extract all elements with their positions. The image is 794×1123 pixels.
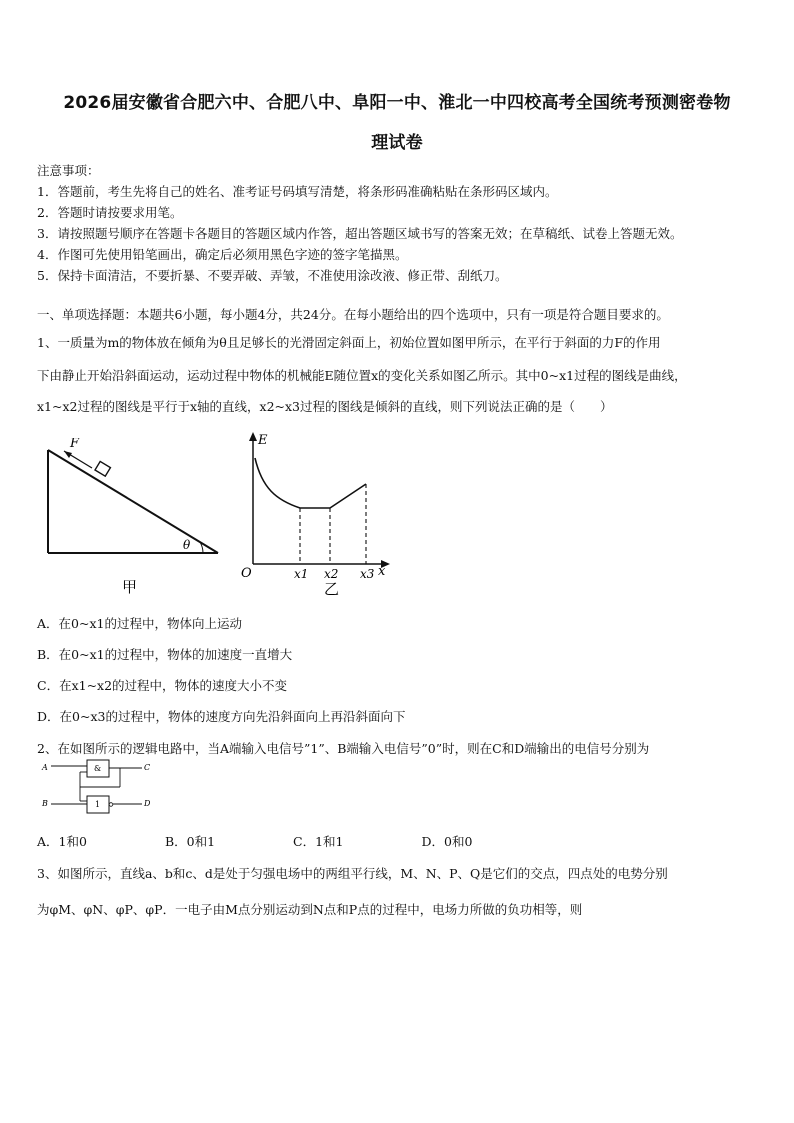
logic-circuit-figure [40,757,170,822]
tick-x1: x1 [294,567,309,581]
not-gate-symbol: 1 [95,800,101,809]
output-d-label: D [144,799,151,808]
force-label: F [70,438,80,451]
exam-title-line1: 2026届安徽省合肥六中、合肥八中、阜阳一中、淮北一中四校高考全国统考预测密卷物 [63,93,731,113]
note-item-4: 4．作图可先使用铅笔画出，确定后必须用黑色字迹的签字笔描黑。 [37,247,408,262]
input-a-label: A [42,763,48,772]
notes-heading: 注意事项： [37,163,100,178]
section-heading: 一、单项选择题：本题共6小题，每小题4分，共24分。在每小题给出的四个选项中，只有一项是符合题目要求的。 [37,307,669,322]
q1-option-b: B．在0~x1的过程中，物体的加速度一直增大 [37,647,293,662]
q1-stem-line2: 下由静止开始沿斜面运动，运动过程中物体的机械能E随位置x的变化关系如图乙所示。其中0~x1过程的图线是曲线， [37,368,687,383]
q1-option-a: A．在0~x1的过程中，物体向上运动 [37,616,242,631]
q2-option-d: D．0和0 [421,834,473,849]
figure-yi-caption: 乙 [324,580,340,598]
q1-option-c: C．在x1~x2的过程中，物体的速度大小不变 [37,678,288,693]
origin-label: O [241,566,252,581]
q2-option-c: C．1和1 [293,834,344,849]
angle-label: θ [183,538,191,552]
figure-jia-caption: 甲 [122,578,138,596]
q3-stem-line1: 3、如图所示，直线a、b和c、d是处于匀强电场中的两组平行线，M、N、P、Q是它们的交点，四点处的电势分别 [37,866,668,881]
q1-stem-line3: x1~x2过程的图线是平行于x轴的直线，x2~x3过程的图线是倾斜的直线，则下列说法正确的是（ ） [37,399,613,414]
tick-x3: x3 [360,567,375,581]
input-b-label: B [42,799,48,808]
y-axis-label: E [258,433,268,448]
q1-option-d: D．在0~x3的过程中，物体的速度方向先沿斜面向上再沿斜面向下 [37,709,406,724]
figure-jia-incline [40,438,230,598]
q2-options [37,832,472,850]
note-item-2: 2．答题时请按要求用笔。 [37,205,183,220]
exam-title-line2: 理试卷 [371,133,423,153]
note-item-5: 5．保持卡面清洁，不要折暴、不要弄破、弄皱，不准使用涂改液、修正带、刮纸刀。 [37,268,508,283]
q2-stem: 2、在如图所示的逻辑电路中，当A端输入电信号”1”、B端输入电信号”0”时，则在C和D端输出的电信号分别为 [37,741,650,756]
x-axis-label: x [378,564,386,579]
tick-x2: x2 [324,567,339,581]
and-gate-symbol: & [94,764,102,773]
figure-yi-graph [236,428,396,598]
note-item-1: 1．答题前，考生先将自己的姓名、准考证号码填写清楚，将条形码准确粘贴在条形码区域内。 [37,184,558,199]
q2-option-a: A．1和0 [37,834,87,849]
block-shape [95,461,110,476]
energy-curve [255,458,366,508]
note-item-3: 3．请按照题号顺序在答题卡各题目的答题区域内作答，超出答题区域书写的答案无效；在草稿纸、试卷上答题无效。 [37,226,683,241]
q2-option-b: B．0和1 [164,834,216,849]
q1-stem-line1: 1、一质量为m的物体放在倾角为θ且足够长的光滑固定斜面上，初始位置如图甲所示，在平行于斜面的力F的作用 [37,335,661,350]
output-c-label: C [144,763,151,772]
q3-stem-line2: 为φM、φN、φP、φP．一电子由M点分别运动到N点和P点的过程中，电场力所做的负功相等，则 [37,902,583,917]
